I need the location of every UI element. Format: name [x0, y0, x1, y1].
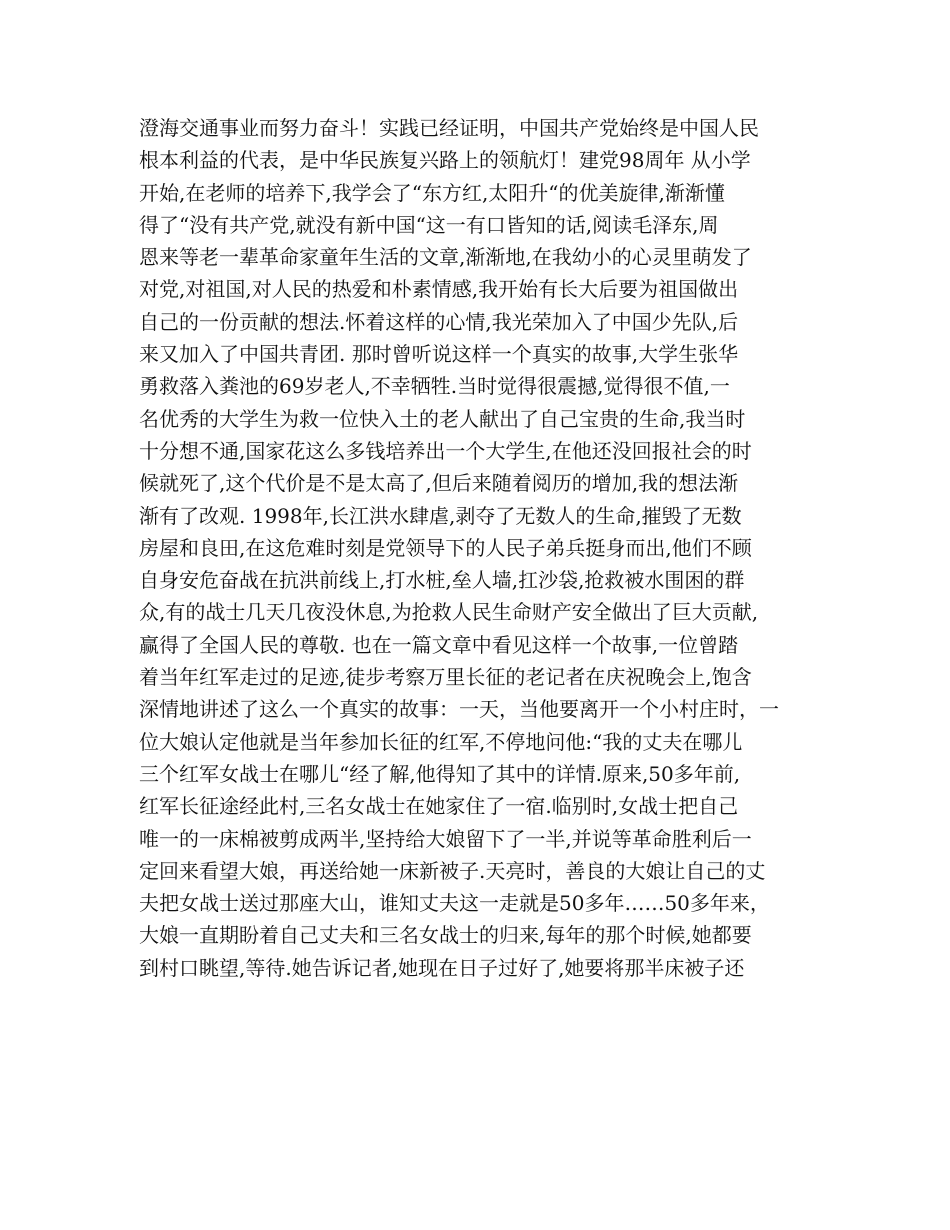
text-line: 恩来等老一辈革命家童年生活的文章,渐渐地,在我幼小的心灵里萌发了: [139, 245, 752, 270]
text-line: 深情地讲述了这么一个真实的故事：一天，当他要离开一个小村庄时，一: [139, 697, 779, 722]
text-line: 夫把女战士送过那座大山，谁知丈夫这一走就是50多年……50多年来，: [139, 891, 770, 916]
text-line: 勇救落入粪池的69岁老人,不幸牺牲.当时觉得很震撼,觉得很不值,一: [139, 374, 730, 399]
text-line: 渐有了改观. 1998年,长江洪水肆虐,剥夺了无数人的生命,摧毁了无数: [139, 503, 742, 528]
text-line: 众,有的战士几天几夜没休息,为抢救人民生命财产安全做出了巨大贡献,: [139, 600, 759, 625]
text-line: 名优秀的大学生为救一位快入土的老人献出了自己宝贵的生命,我当时: [139, 406, 746, 431]
text-line: 根本利益的代表，是中华民族复兴路上的领航灯！建党98周年 从小学: [139, 148, 751, 173]
text-line: 来又加入了中国共青团. 那时曾听说这样一个真实的故事,大学生张华: [139, 342, 739, 367]
text-line: 着当年红军走过的足迹,徒步考察万里长征的老记者在庆祝晚会上,饱含: [139, 665, 752, 690]
text-line: 三个红军女战士在哪儿“经了解,他得知了其中的详情.原来,50多年前,: [139, 761, 741, 786]
text-line: 大娘一直期盼着自己丈夫和三名女战士的归来,每年的那个时候,她都要: [139, 923, 752, 948]
body-text: [139, 112, 829, 984]
text-line: 开始,在老师的培养下,我学会了“东方红,太阳升“的优美旋律,渐渐懂: [139, 180, 725, 205]
text-line: 唯一的一床棉被剪成两半,坚持给大娘留下了一半,并说等革命胜利后一: [139, 826, 752, 851]
text-line: 红军长征途经此村,三名女战士在她家住了一宿.临别时,女战士把自己: [139, 794, 739, 819]
text-line: 赢得了全国人民的尊敬. 也在一篇文章中看见这样一个故事,一位曾踏: [139, 632, 739, 657]
text-line: 自身安危奋战在抗洪前线上,打水桩,垒人墙,扛沙袋,抢救被水围困的群: [139, 568, 745, 593]
text-line: 得了“没有共产党,就没有新中国“这一有口皆知的话,阅读毛泽东,周: [139, 212, 719, 237]
text-line: 对党,对祖国,对人民的热爱和朴素情感,我开始有长大后要为祖国做出: [139, 277, 739, 302]
text-line: 十分想不通,国家花这么多钱培养出一个大学生,在他还没回报社会的时: [139, 438, 752, 463]
text-line: 位大娘认定他就是当年参加长征的红军,不停地问他:“我的丈夫在哪儿: [139, 729, 743, 754]
text-line: 候就死了,这个代价是不是太高了,但后来随着阅历的增加,我的想法渐: [139, 471, 739, 496]
text-line: 定回来看望大娘，再送给她一床新被子.天亮时，善良的大娘让自己的丈: [139, 858, 766, 883]
text-line: 到村口眺望,等待.她告诉记者,她现在日子过好了,她要将那半床被子还: [139, 955, 745, 980]
text-line: 房屋和良田,在这危难时刻是党领导下的人民子弟兵挺身而出,他们不顾: [139, 535, 752, 560]
text-line: 自己的一份贡献的想法.怀着这样的心情,我光荣加入了中国少先队,后: [139, 309, 739, 334]
text-line: 澄海交通事业而努力奋斗！实践已经证明，中国共产党始终是中国人民: [139, 116, 759, 140]
